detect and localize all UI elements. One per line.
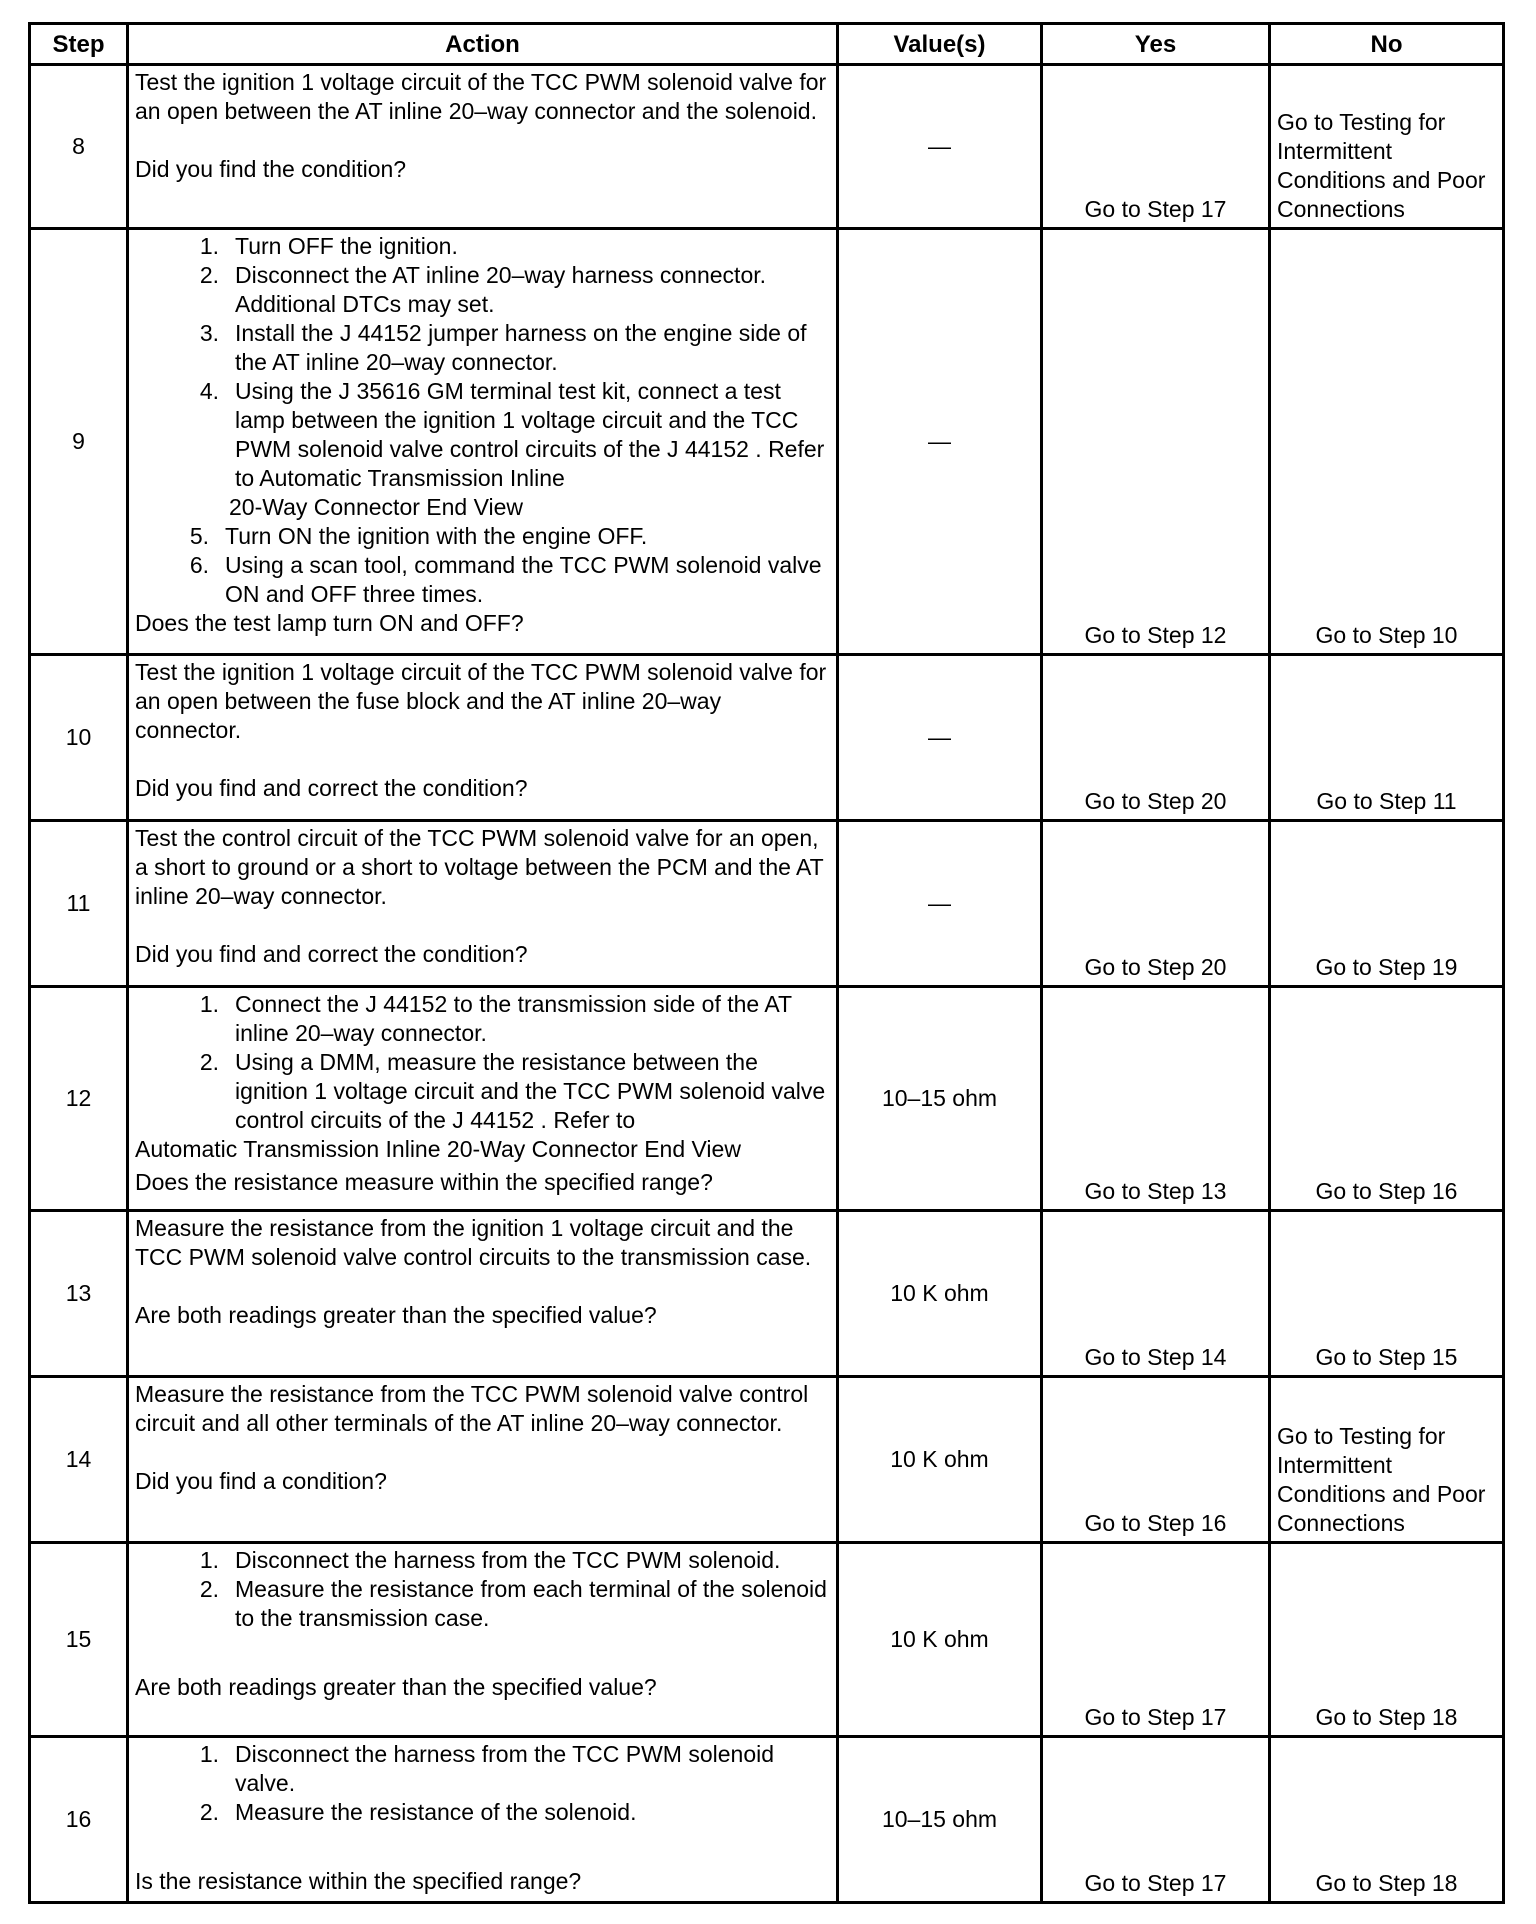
yes-cell: Go to Step 14	[1042, 1211, 1270, 1377]
table-row-step-9	[30, 229, 1504, 655]
substep-list	[135, 1546, 830, 1633]
action-cell	[128, 987, 838, 1211]
substep-continuation: 20-Way Connector End View	[229, 494, 524, 520]
header-values: Value(s)	[838, 24, 1042, 65]
step-number: 14	[30, 1377, 128, 1543]
action-question: Did you find and correct the condition?	[135, 775, 528, 801]
value-cell: 10 K ohm	[838, 1377, 1042, 1543]
substep-list	[135, 522, 830, 609]
substep-list	[135, 1740, 830, 1827]
yes-cell: Go to Step 16	[1042, 1377, 1270, 1543]
action-cell	[128, 1543, 838, 1737]
action-text: Test the ignition 1 voltage circuit of the TCC PWM solenoid valve for an open between the AT inline 20–way connector and the solenoid.	[135, 69, 827, 124]
step-number: 9	[30, 229, 128, 655]
substep: 1. Disconnect the harness from the TCC PWM solenoid valve.	[199, 1741, 775, 1796]
header-no: No	[1270, 24, 1504, 65]
substep: 5. Turn ON the ignition with the engine OFF.	[189, 523, 648, 549]
action-question: Does the resistance measure within the specified range?	[135, 1169, 713, 1195]
substep-list	[135, 232, 830, 493]
step-number: 15	[30, 1543, 128, 1737]
value-cell: —	[838, 229, 1042, 655]
action-question: Did you find and correct the condition?	[135, 941, 528, 967]
yes-cell: Go to Step 20	[1042, 821, 1270, 987]
value-cell: 10 K ohm	[838, 1543, 1042, 1737]
no-cell: Go to Step 18	[1270, 1737, 1504, 1903]
action-cell	[128, 655, 838, 821]
value-cell: —	[838, 65, 1042, 229]
action-cell	[128, 229, 838, 655]
yes-cell: Go to Step 17	[1042, 1737, 1270, 1903]
table-row-step-11	[30, 821, 1504, 987]
value-cell: 10–15 ohm	[838, 987, 1042, 1211]
value-cell: 10–15 ohm	[838, 1737, 1042, 1903]
no-cell: Go to Step 10	[1270, 229, 1504, 655]
substep: 1. Disconnect the harness from the TCC PWM solenoid.	[199, 1547, 781, 1573]
yes-cell: Go to Step 17	[1042, 65, 1270, 229]
step-number: 16	[30, 1737, 128, 1903]
action-cell	[128, 821, 838, 987]
table-row-step-8	[30, 65, 1504, 229]
action-question: Did you find a condition?	[135, 1468, 387, 1494]
no-cell: Go to Step 16	[1270, 987, 1504, 1211]
no-cell: Go to Testing for Intermittent Conditions and Poor Connections	[1270, 65, 1504, 229]
no-cell: Go to Step 19	[1270, 821, 1504, 987]
step-number: 12	[30, 987, 128, 1211]
step-number: 8	[30, 65, 128, 229]
action-question: Are both readings greater than the specified value?	[135, 1302, 657, 1328]
action-text: Test the control circuit of the TCC PWM solenoid valve for an open, a short to ground or a short to voltage between the PCM and the AT inline 20–way connector.	[135, 825, 824, 909]
table-row-step-16	[30, 1737, 1504, 1903]
no-cell: Go to Step 15	[1270, 1211, 1504, 1377]
step-number: 11	[30, 821, 128, 987]
action-question: Are both readings greater than the specified value?	[135, 1674, 657, 1700]
substep-list	[135, 990, 830, 1135]
substep: 2. Measure the resistance from each terminal of the solenoid to the transmission case.	[199, 1576, 827, 1631]
value-cell: —	[838, 821, 1042, 987]
diagnostic-table	[28, 22, 1505, 1904]
action-question: Is the resistance within the specified range?	[135, 1868, 582, 1894]
action-question: Did you find the condition?	[135, 156, 407, 182]
substep: 2. Measure the resistance of the solenoid.	[199, 1799, 637, 1825]
table-row-step-14	[30, 1377, 1504, 1543]
action-text: Test the ignition 1 voltage circuit of the TCC PWM solenoid valve for an open between the fuse block and the AT inline 20–way connector.	[135, 659, 827, 743]
substep: 2. Using a DMM, measure the resistance between the ignition 1 voltage circuit and the TCC PWM solenoid valve control circuits of the J 44152 . Refer to	[199, 1049, 826, 1133]
substep: 3. Install the J 44152 jumper harness on the engine side of the AT inline 20–way connector.	[199, 320, 807, 375]
yes-cell: Go to Step 12	[1042, 229, 1270, 655]
no-cell: Go to Step 11	[1270, 655, 1504, 821]
step-number: 10	[30, 655, 128, 821]
table-row-step-13	[30, 1211, 1504, 1377]
action-cell	[128, 65, 838, 229]
yes-cell: Go to Step 17	[1042, 1543, 1270, 1737]
substep: 4. Using the J 35616 GM terminal test kit, connect a test lamp between the ignition 1 voltage circuit and the TCC PWM solenoid valve control circuits of the J 44152 . Refer to Automatic Transmission Inline	[199, 378, 825, 491]
value-cell: 10 K ohm	[838, 1211, 1042, 1377]
table-row-step-10	[30, 655, 1504, 821]
substep: 1. Connect the J 44152 to the transmission side of the AT inline 20–way connector.	[199, 991, 792, 1046]
step-number: 13	[30, 1211, 128, 1377]
action-cell	[128, 1737, 838, 1903]
no-cell: Go to Testing for Intermittent Conditions and Poor Connections	[1270, 1377, 1504, 1543]
substep: 2. Disconnect the AT inline 20–way harness connector. Additional DTCs may set.	[199, 262, 767, 317]
header-row	[30, 24, 1504, 65]
yes-cell: Go to Step 13	[1042, 987, 1270, 1211]
action-question: Does the test lamp turn ON and OFF?	[135, 610, 524, 636]
header-step: Step	[30, 24, 128, 65]
action-cell	[128, 1211, 838, 1377]
yes-cell: Go to Step 20	[1042, 655, 1270, 821]
substep: 1. Turn OFF the ignition.	[199, 233, 458, 259]
table-row-step-15	[30, 1543, 1504, 1737]
action-text: Measure the resistance from the TCC PWM solenoid valve control circuit and all other terminals of the AT inline 20–way connector.	[135, 1381, 809, 1436]
header-action: Action	[128, 24, 838, 65]
table-row-step-12	[30, 987, 1504, 1211]
value-cell: —	[838, 655, 1042, 821]
action-text: Measure the resistance from the ignition 1 voltage circuit and the TCC PWM solenoid valve control circuits to the transmission case.	[135, 1215, 812, 1270]
substep: 6. Using a scan tool, command the TCC PWM solenoid valve ON and OFF three times.	[189, 552, 822, 607]
action-reference: Automatic Transmission Inline 20-Way Connector End View	[135, 1136, 741, 1162]
header-yes: Yes	[1042, 24, 1270, 65]
action-cell	[128, 1377, 838, 1543]
no-cell: Go to Step 18	[1270, 1543, 1504, 1737]
